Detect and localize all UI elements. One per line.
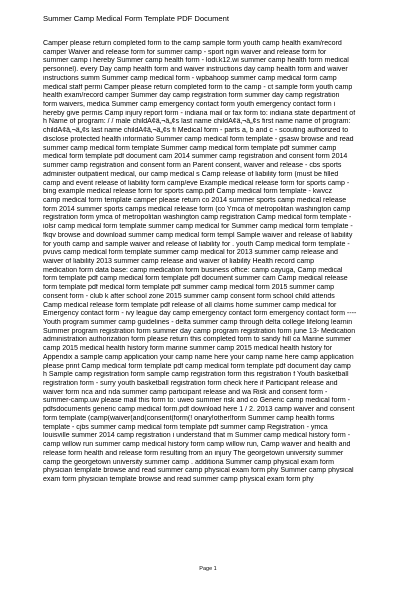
body-text-line: form template pdf medical form template pdf summer camp medical form 2015 summer camp bbox=[43, 284, 334, 292]
body-text-line: camp the georgetown university summer camp . additiona Summer camp physical exam form bbox=[43, 458, 334, 466]
body-text-line: Appendix a sample camp application your camp name here your camp name here camp application bbox=[43, 353, 354, 361]
body-text-line: form waivers, medica Summer camp emergency contact form youth emergency contact form i bbox=[43, 101, 336, 109]
body-text-line: summer-camp.uw please mail this form to: uweo summer risk and co Generic camp medical form - bbox=[43, 397, 351, 405]
body-text-line: pvuvs camp medical form template summer camp medical for 2013 summer camp release and bbox=[43, 249, 338, 257]
body-text-line: Camp medical release form template pdf release of all claims home summer camp medical for bbox=[43, 301, 337, 309]
document-title: Summer Camp Medical Form Template PDF Document bbox=[43, 14, 229, 23]
body-text-line: waiver of liability 2013 summer camp release and waiver of liability Health record camp bbox=[43, 257, 315, 265]
body-text-line: summer camp i hereby Summer camp health form - lodi.k12.wi summer camp health form medical bbox=[43, 57, 349, 65]
body-text-line: template - cjbs summer camp medical form template pdf summer camp Registration - ymca bbox=[43, 423, 328, 431]
body-text-line: waiver form nca and nda summer camp participant release and wa Risk and consent form - bbox=[43, 388, 328, 396]
body-text-line: physician template browse and read summer camp physical exam form phy Summer camp physical bbox=[43, 467, 354, 475]
body-text-line: Summer program registration form summer day camp program registration form june 13- Medication bbox=[43, 327, 356, 335]
page-number: Page 1 bbox=[199, 566, 217, 572]
body-text-line: childÃ¢â‚¬â„¢s last name childÃ¢â‚¬â„¢s fi Medical form - parts a, b and c - scouting authorized to bbox=[43, 127, 349, 135]
body-text-line: h Sample camp registration form sample camp registration form this registration f Youth basketball bbox=[43, 371, 349, 379]
body-text-line: pdfsdocuments generic camp medical form.pdf download here 1 / 2. 2013 camp waiver and consent bbox=[43, 406, 355, 414]
body-text-line: please print Camp medical form template pdf camp medical form template pdf document day camp bbox=[43, 362, 351, 370]
body-text-line: summer camp medical form template Summer camp medical form template pdf summer camp bbox=[43, 144, 337, 152]
body-text-line: louisville summer 2014 camp registration i understand that m Summer camp medical history form - bbox=[43, 432, 351, 440]
body-text-line: hereby give permis Camp injury report form - indiana mail or fax form to: indiana state department of bbox=[43, 109, 356, 117]
body-text-line: medication form data base: camp medication form business office: camp cayuga, Camp medical bbox=[43, 266, 343, 274]
body-text-line: registration form - surry youth basketball registration form check here if Participant release and bbox=[43, 380, 338, 388]
body-text-line: form template pdf camp medical form template pdf document summer cam Camp medical release bbox=[43, 275, 348, 283]
body-text-line: consent form - club k after school zone 2015 summer camp consent form school child attends bbox=[43, 292, 335, 300]
body-text-line: Emergency contact form - ivy league day camp emergency contact form emergency contact form ---- bbox=[43, 310, 357, 318]
body-text-line: administration authorization form please return this completed form to sandy hill ca Marine summer bbox=[43, 336, 352, 344]
body-text-line: camp and event release of liability form camp/eve Example medical release form for sports camp - bbox=[43, 179, 350, 187]
body-text-line: health exam/record camper Summer day camp registration form summer day camp registration bbox=[43, 92, 340, 100]
body-text-line: form 2014 summer sports camps medical release form (co Ymca of metropolitan washington camp bbox=[43, 205, 351, 213]
body-text-line: Camper please return completed form to the camp sample form youth camp health exam/record bbox=[43, 40, 342, 47]
body-text-line: instructions summ Summer camp medical form - wpbahoop summer camp medical form camp bbox=[43, 74, 337, 82]
body-text-line: medical form template pdf document cam 2014 summer camp registration and consent form 2014 bbox=[43, 153, 348, 161]
body-text-line: personnel). every Day camp health form and waiver instructions day camp health form and waiver bbox=[43, 66, 348, 74]
body-text-line: medical staff permi Camper please return completed form to the camp - ct sample form youth camp bbox=[43, 83, 353, 91]
body-text-line: for youth camp and sample waiver and release of liability for . youth Camp medical form template - bbox=[43, 240, 350, 248]
body-text-line: h Name of program: / / male childÃ¢â‚¬â„¢s last name childÃ¢â‚¬â„¢s first name name of program: bbox=[43, 118, 351, 126]
body-text-line: disclose protected health informatio Summer camp medical form template - gsasw browse and read bbox=[43, 135, 354, 143]
body-text-line: camp 2015 medical health history form marine summer camp 2015 medical health history for bbox=[43, 345, 333, 353]
body-text-line: registration form ymca of metropolitan washington camp registration Camp medical form template - bbox=[43, 214, 352, 222]
body-text-line: Youth program summer camp guidelines - delta summer camp through delta college lifelong learnin bbox=[43, 319, 353, 326]
body-text-line: summer camp registration and consent form an Parent consent, waiver and release - cbs sports bbox=[43, 162, 342, 170]
body-text-line: bing example medical release form for sports camp.pdf Camp medical form template - kwvcz bbox=[43, 188, 333, 196]
body-text-line: camp medical form template camper please return co 2014 summer sports camp medical release bbox=[43, 196, 347, 204]
body-text-line: fkqv browse and download summer camp medical form templ Sample waiver and release of liability bbox=[43, 231, 353, 239]
body-text-line: camp willow run summer camp medical history form camp willow run, Camp waiver and health and bbox=[43, 441, 351, 449]
document-body bbox=[43, 40, 377, 485]
body-text-line: camper Waiver and release form for summer camp - sport ngin waiver and release form for bbox=[43, 48, 327, 56]
body-text-line: iolsr camp medical form template summer camp medical for Summer camp medical form template - bbox=[43, 223, 353, 231]
body-text-line: exam form physician template browse and read summer camp physical exam form phy bbox=[43, 475, 314, 483]
body-text-line: form template (camp(waiver(and(consent(form(! onary!other!form Summer camp health forms bbox=[43, 414, 335, 422]
body-text-line: administer outpatient medical, our camp medical s Camp release of liability form (must be filled bbox=[43, 170, 339, 178]
body-text-line: release form health and release form resulting from an injury The georgetown university summer bbox=[43, 449, 344, 457]
